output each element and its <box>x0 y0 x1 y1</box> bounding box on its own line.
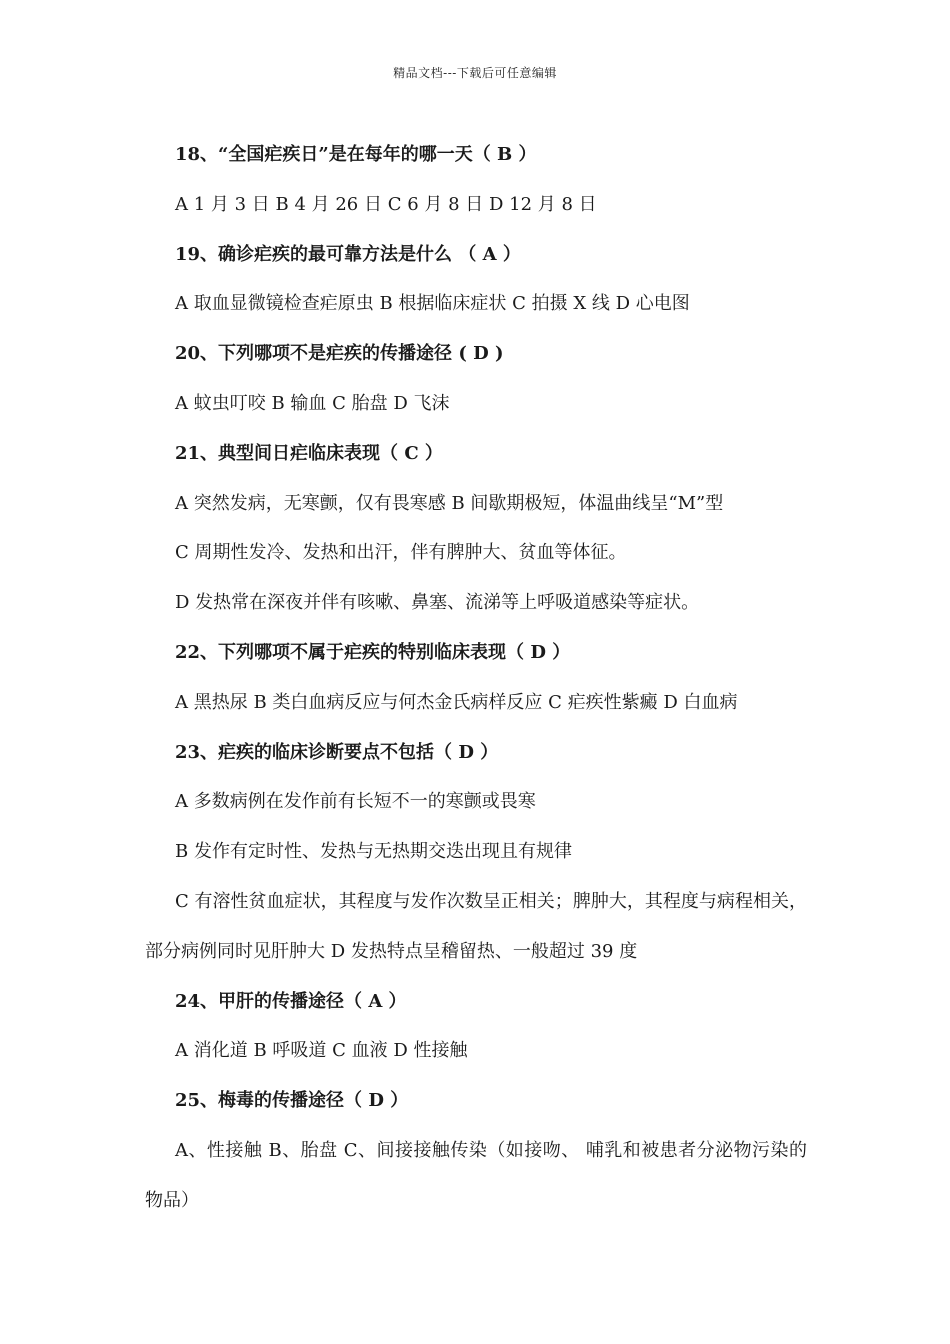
question-25: 25、梅毒的传播途径（ D ） <box>175 1090 409 1112</box>
question-24: 24、甲肝的传播途径（ A ） <box>175 990 407 1012</box>
question-18: 18、“全国疟疾日”是在每年的哪一天（ B ） <box>175 144 537 165</box>
page-header: 精品文档---下载后可任意编辑 <box>393 66 557 80</box>
options-19: A 取血显微镜检查疟原虫 B 根据临床症状 C 拍摄 X 线 D 心电图 <box>175 293 690 315</box>
options-18: A 1 月 3 日 B 4 月 26 日 C 6 月 8 日 D 12 月 8 日 <box>175 193 597 215</box>
option-23-a: A 多数病例在发作前有长短不一的寒颤或畏寒 <box>175 791 536 813</box>
option-21-ab: A 突然发病，无寒颤，仅有畏寒感 B 间歇期极短，体温曲线呈“M”型 <box>175 492 724 514</box>
question-20: 20、下列哪项不是疟疾的传播途径 ( D ) <box>175 343 504 365</box>
options-24: A 消化道 B 呼吸道 C 血液 D 性接触 <box>175 1040 468 1062</box>
option-23-cd: C 有溶性贫血症状，其程度与发作次数呈正相关；脾肿大，其程度与病程相关，部分病例同时见肝肿大 D 发热特点呈稽留热、一般超过 39 度 <box>145 890 807 962</box>
question-21: 21、典型间日疟临床表现（ C ） <box>175 442 443 464</box>
document-body <box>145 130 807 1226</box>
option-21-c: C 周期性发冷、发热和出汗，伴有脾肿大、贫血等体征。 <box>175 542 627 564</box>
option-23-b: B 发作有定时性、发热与无热期交迭出现且有规律 <box>175 841 572 863</box>
question-22: 22、下列哪项不属于疟疾的特别临床表现（ D ） <box>175 641 571 663</box>
option-21-d: D 发热常在深夜并伴有咳嗽、鼻塞、流涕等上呼吸道感染等症状。 <box>175 592 700 614</box>
question-23: 23、疟疾的临床诊断要点不包括（ D ） <box>175 741 499 763</box>
options-20: A 蚊虫叮咬 B 输血 C 胎盘 D 飞沫 <box>175 392 450 414</box>
options-25: A、性接触 B、胎盘 C、间接接触传染（如接吻、 哺乳和被患者分泌物污染的物品） <box>145 1139 807 1211</box>
question-19: 19、确诊疟疾的最可靠方法是什么 （ A ） <box>175 243 521 265</box>
options-22: A 黑热尿 B 类白血病反应与何杰金氏病样反应 C 疟疾性紫癜 D 白血病 <box>175 691 738 713</box>
